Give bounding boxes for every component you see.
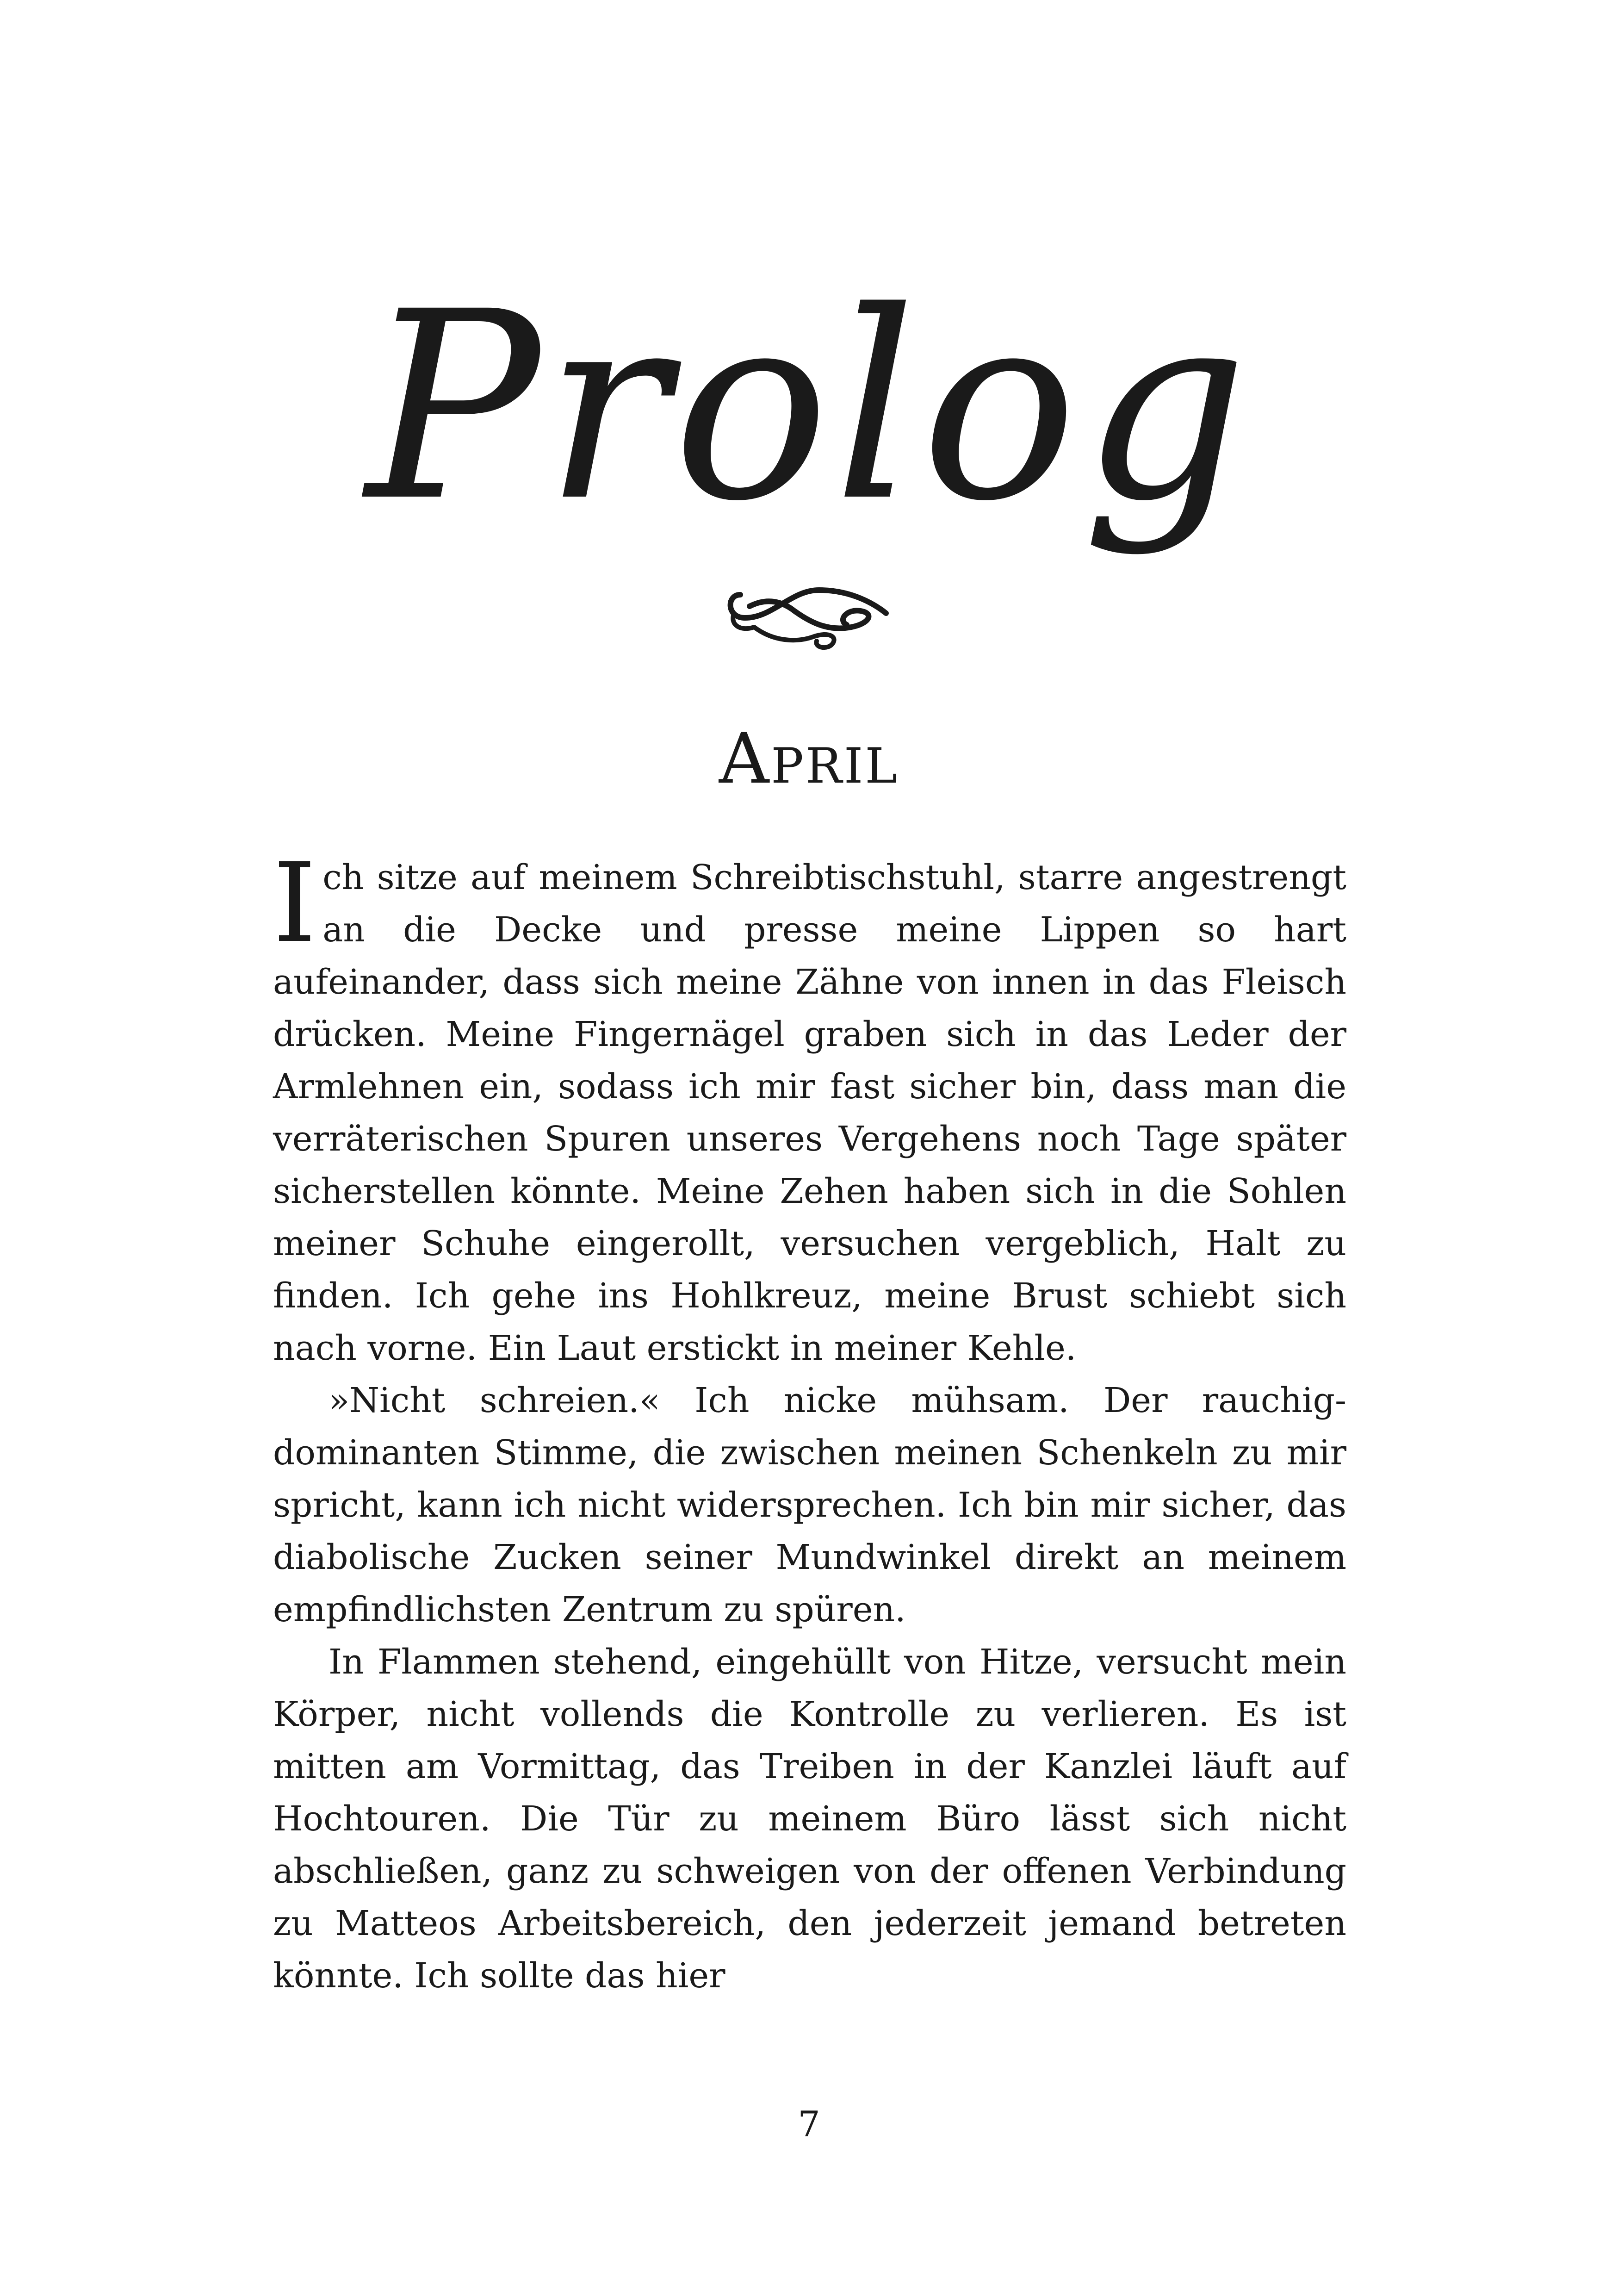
chapter-title: Prolog xyxy=(366,256,1252,558)
paragraph: »Nicht schreien.« Ich nicke mühsam. Der rauchig-dominanten Stimme, die zwischen meinen Schenkeln zu mir spricht, kann ich nicht widersprechen. Ich bin mir sicher, das diabolische Zucken seiner Mundwinkel direkt an meinem empfindlichsten Zentrum zu spüren. xyxy=(273,1381,1346,1630)
chapter-subtitle: April xyxy=(719,719,899,799)
drop-cap: I xyxy=(273,840,316,967)
paragraph-text: ch sitze auf meinem Schreibtischstuhl, starre angestrengt an die Decke und presse meine Lippen so hart aufeinander, dass sich meine Zähne von innen in das Fleisch drücken. Meine Fingernägel graben sich in das Leder der Armlehnen ein, sodass ich mir fast sicher bin, dass man die verräterischen Spuren unseres Vergehens noch Tage später sicherstellen könnte. Meine Zehen haben sich in die Sohlen meiner Schuhe eingerollt, versuchen vergeblich, Halt zu finden. Ich gehe ins Hohlkreuz, meine Brust schiebt sich nach vorne. Ein Laut erstickt in meiner Kehle. xyxy=(273,858,1346,1368)
paragraph: In Flammen stehend, eingehüllt von Hitze, versucht mein Körper, nicht vollends die Kontrolle zu verlieren. Es ist mitten am Vormittag, das Treiben in der Kanzlei läuft auf Hochtouren. Die Tür zu meinem Büro lässt sich nicht abschließen, ganz zu schweigen von der offenen Verbindung zu Matteos Arbeitsbereich, den jederzeit jemand betreten könnte. Ich sollte das hier xyxy=(273,1642,1346,1996)
flourish-ornament-icon xyxy=(722,567,898,660)
page-number: 7 xyxy=(798,2103,820,2145)
paragraph xyxy=(273,840,1346,1375)
body-text xyxy=(273,840,1346,2002)
